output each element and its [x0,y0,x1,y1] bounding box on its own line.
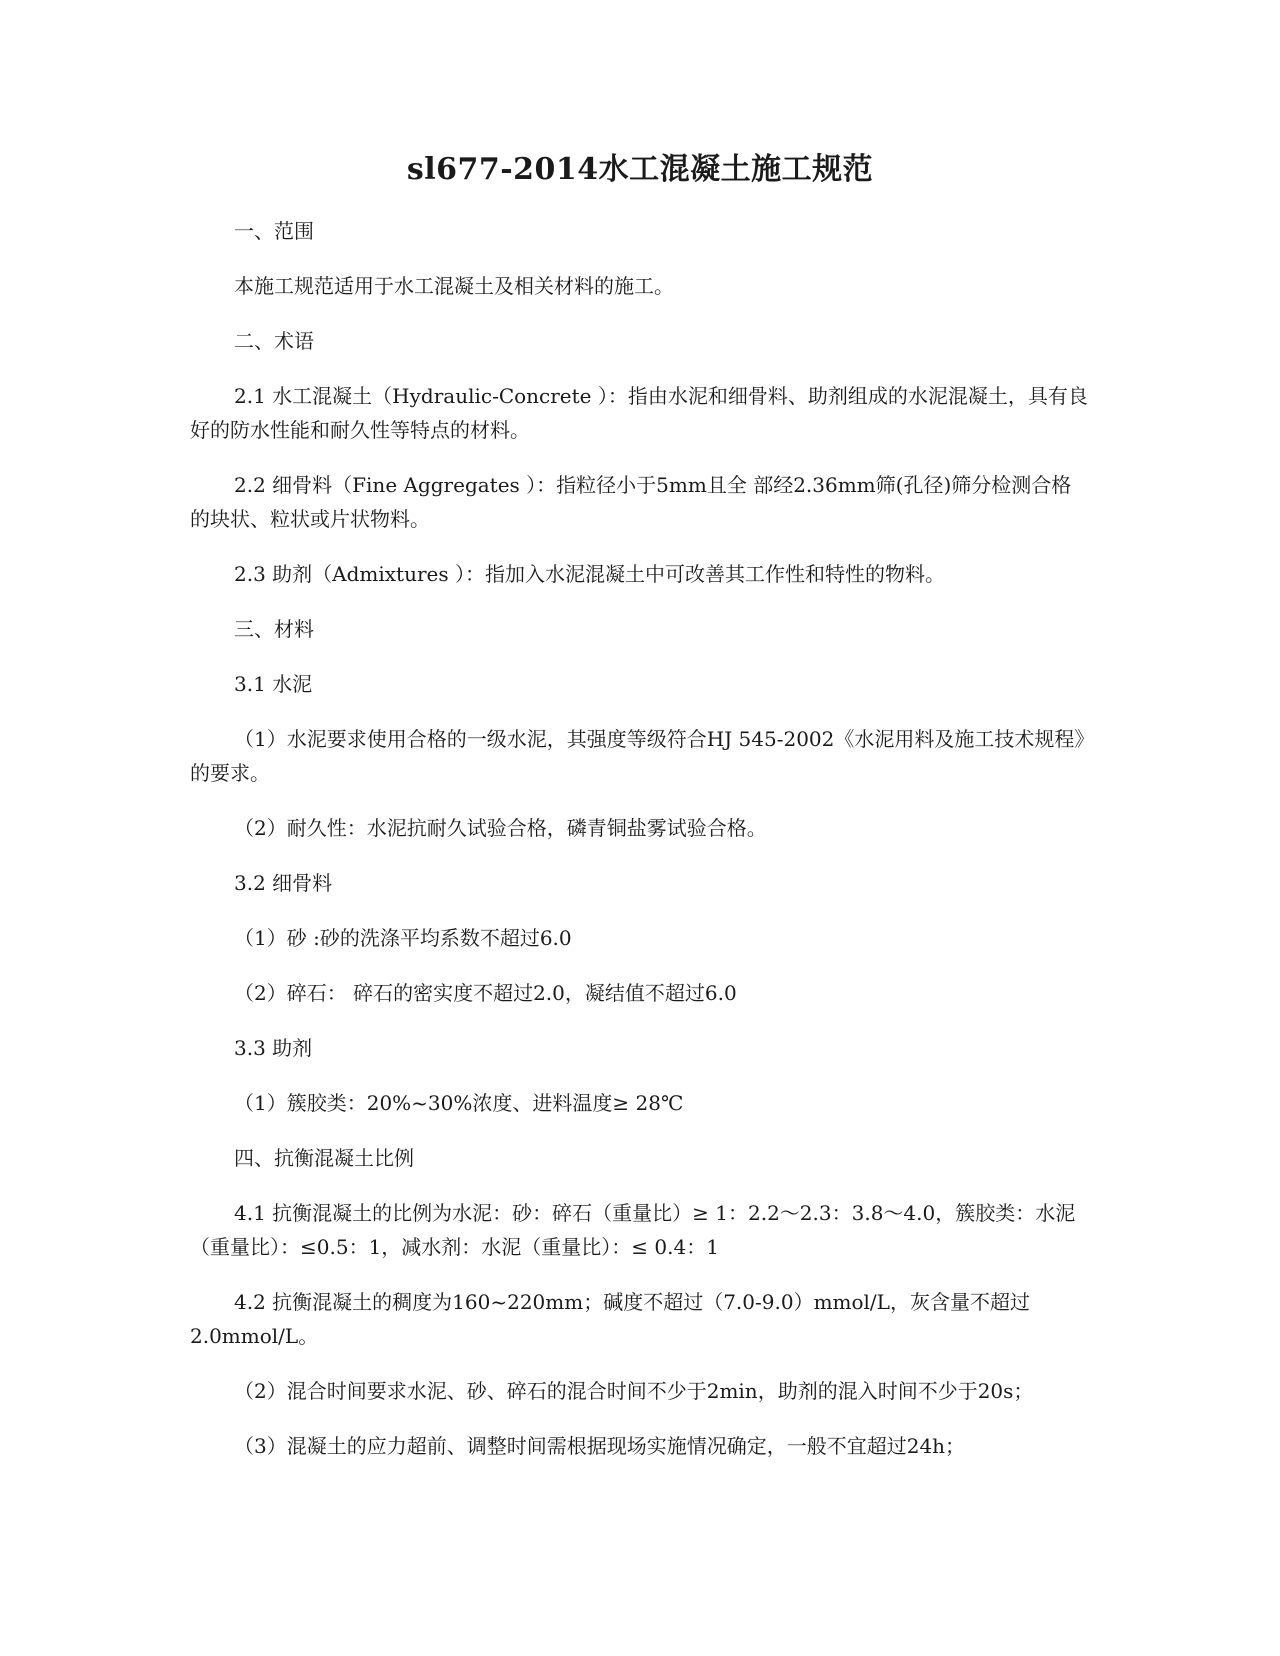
mixing-time-requirement: （2）混合时间要求水泥、砂、碎石的混合时间不少于2min，助剂的混入时间不少于20s； [234,1379,1034,1403]
stress-adjustment-requirement: （3）混凝土的应力超前、调整时间需根据现场实施情况确定，一般不宜超过24h； [234,1434,966,1458]
scope-paragraph: 本施工规范适用于水工混凝土及相关材料的施工。 [234,274,674,298]
mix-ratio-4-2: 4.2 抗衡混凝土的稠度为160~220mm；碱度不超过（7.0-9.0）mmol/L，灰含量不超过2.0mmol/L。 [190,1290,1030,1348]
document-body [190,214,1090,1484]
subsection-heading-cement: 3.1 水泥 [234,672,313,696]
section-heading-materials: 三、材料 [234,617,314,641]
term-fine-aggregates: 2.2 细骨料（Fine Aggregates ）：指粒径小于5mm且全 部经2.36mm筛(孔径)筛分检测合格的块状、粒状或片状物料。 [190,473,1072,531]
subsection-heading-admixture: 3.3 助剂 [234,1036,313,1060]
subsection-heading-fine-aggregate: 3.2 细骨料 [234,871,333,895]
mix-ratio-4-1: 4.1 抗衡混凝土的比例为水泥：砂：碎石（重量比）≥ 1：2.2～2.3：3.8～4.0，簇胶类：水泥（重量比）：≤0.5：1，减水剂：水泥（重量比）：≤ 0.4：1 [190,1201,1076,1259]
section-heading-scope: 一、范围 [234,219,314,243]
admixture-requirement-1: （1）簇胶类：20%~30%浓度、进料温度≥ 28℃ [234,1091,684,1115]
term-hydraulic-concrete: 2.1 水工混凝土（Hydraulic-Concrete ）：指由水泥和细骨料、助剂组成的水泥混凝土，具有良好的防水性能和耐久性等特点的材料。 [190,384,1088,442]
aggregate-requirement-gravel: （2）碎石： 碎石的密实度不超过2.0，凝结值不超过6.0 [234,981,737,1005]
section-heading-terms: 二、术语 [234,329,314,353]
document-title: sl677-2014水工混凝土施工规范 [406,152,874,187]
aggregate-requirement-sand: （1）砂 :砂的洗涤平均系数不超过6.0 [234,926,572,950]
cement-requirement-2: （2）耐久性：水泥抗耐久试验合格，磷青铜盐雾试验合格。 [234,816,767,840]
section-heading-mix-ratio: 四、抗衡混凝土比例 [234,1146,414,1170]
cement-requirement-1: （1）水泥要求使用合格的一级水泥，其强度等级符合HJ 545-2002《水泥用料及施工技术规程》的要求。 [190,727,1085,785]
term-admixtures: 2.3 助剂（Admixtures ）：指加入水泥混凝土中可改善其工作性和特性的物料。 [234,562,945,586]
